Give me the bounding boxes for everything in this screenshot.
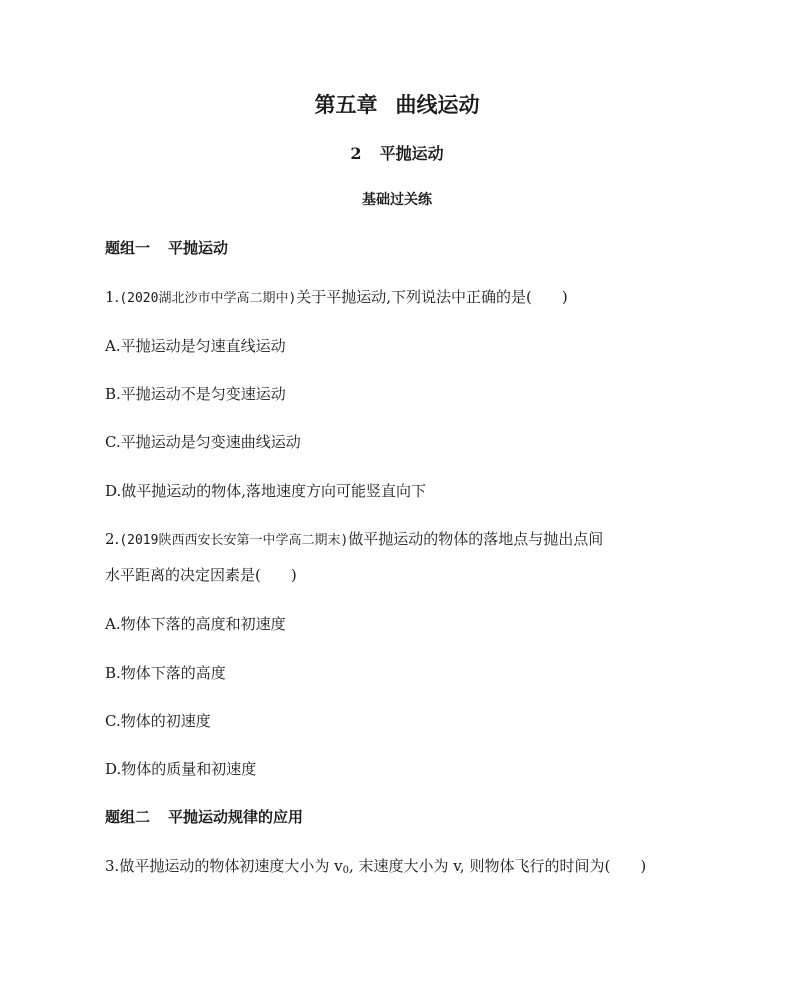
question-3-stem (105, 856, 646, 876)
question-source: (2020湖北沙市中学高二期中) (119, 291, 297, 306)
section-number: 2 (350, 144, 362, 163)
question-text: 做平抛运动的物体初速度大小为 v (119, 857, 343, 875)
group-title: 平抛运动规律的应用 (168, 808, 304, 826)
group-heading-2 (105, 807, 303, 827)
question-2-option-c: C.物体的初速度 (105, 712, 211, 730)
group-heading-1 (105, 238, 228, 258)
question-1-option-a: A.平抛运动是匀速直线运动 (105, 337, 286, 355)
question-text: 水平距离的决定因素是( (105, 566, 261, 584)
question-2-option-d: D.物体的质量和初速度 (105, 760, 257, 778)
question-1-option-b: B.平抛运动不是匀变速运动 (105, 385, 286, 403)
question-2-option-b: B.物体下落的高度 (105, 664, 226, 682)
question-text-end: ) (290, 566, 297, 584)
question-text: 关于平抛运动,下列说法中正确的是( (296, 288, 532, 306)
question-text-end: ) (561, 288, 568, 306)
chapter-number: 第五章 (314, 92, 378, 117)
exercise-subtitle: 基础过关练 (362, 192, 432, 208)
question-1-option-d: D.做平抛运动的物体,落地速度方向可能竖直向下 (105, 482, 427, 500)
group-title: 平抛运动 (168, 239, 229, 257)
question-2-stem-line-2 (105, 565, 297, 585)
question-2-option-a: A.物体下落的高度和初速度 (105, 615, 286, 633)
question-1-option-c: C.平抛运动是匀变速曲线运动 (105, 433, 301, 451)
chapter-name: 曲线运动 (395, 92, 480, 117)
section-name: 平抛运动 (379, 144, 444, 163)
question-text: 做平抛运动的物体的落地点与抛出点间 (348, 530, 604, 548)
group-label: 题组一 (105, 239, 151, 257)
question-text-cont: , 末速度大小为 v, 则物体飞行的时间为( (348, 857, 611, 875)
group-label: 题组二 (105, 808, 151, 826)
question-source: (2019陕西西安长安第一中学高二期末) (119, 533, 349, 548)
question-number: 3. (105, 857, 120, 875)
chapter-title (0, 92, 794, 118)
section-title (0, 143, 794, 165)
question-1-stem (105, 287, 568, 309)
question-number: 2. (105, 530, 120, 548)
question-2-stem (105, 529, 603, 551)
subscript-zero: 0 (342, 865, 349, 876)
question-text-end: ) (640, 857, 647, 875)
question-number: 1. (105, 288, 120, 306)
